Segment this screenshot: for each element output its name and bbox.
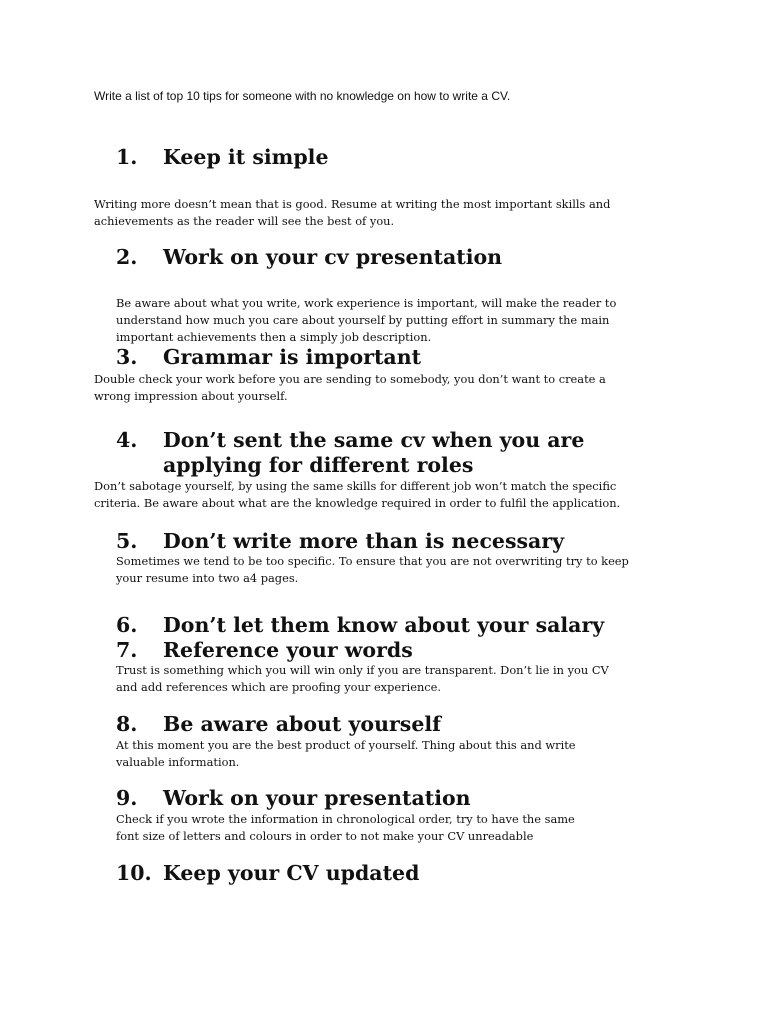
tip-1-body xyxy=(94,196,610,230)
tip-body-line: Writing more doesn’t mean that is good. Resume at writing the most important skills and xyxy=(94,197,611,211)
tip-number: 2. xyxy=(116,245,138,269)
tip-title: Keep your CV updated xyxy=(163,861,420,885)
tip-body-line: your resume into two a4 pages. xyxy=(116,570,299,585)
tip-body-line: Sometimes we tend to be too specific. To ensure that you are not overwriting try to keep xyxy=(116,554,629,568)
tip-5-body xyxy=(116,553,629,587)
tip-body-line: achievements as the reader will see the best of you. xyxy=(94,213,395,228)
tip-2-body xyxy=(116,295,616,345)
intro-prompt: Write a list of top 10 tips for someone with no knowledge on how to write a CV. xyxy=(94,89,511,103)
tip-title-line: applying for different roles xyxy=(163,453,474,477)
tip-title: Don’t let them know about your salary xyxy=(163,613,605,637)
tip-body-line: Double check your work before you are sending to somebody, you don’t want to create a xyxy=(94,372,606,386)
tip-body-line: Check if you wrote the information in chronological order, try to have the same xyxy=(116,812,575,826)
tip-title: Work on your presentation xyxy=(163,786,471,810)
tip-title: Grammar is important xyxy=(163,345,422,369)
tip-body-line: font size of letters and colours in order to not make your CV unreadable xyxy=(116,828,534,843)
tip-4-body xyxy=(94,478,620,512)
tip-number: 7. xyxy=(116,638,138,662)
tip-body-line: valuable information. xyxy=(116,754,240,769)
tip-number: 10. xyxy=(116,861,152,885)
tip-body-line: important achievements then a simply job description. xyxy=(116,329,432,344)
tip-number: 8. xyxy=(116,712,138,736)
tip-7-body xyxy=(116,662,609,696)
tip-number: 3. xyxy=(116,345,138,369)
tip-body-line: and add references which are proofing your experience. xyxy=(116,679,442,694)
tip-body-line: criteria. Be aware about what are the knowledge required in order to fulfil the application. xyxy=(94,495,621,510)
tip-number: 6. xyxy=(116,613,138,637)
tip-9-body xyxy=(116,811,575,845)
tip-body-line: Trust is something which you will win only if you are transparent. Don’t lie in you CV xyxy=(116,663,609,677)
tip-number: 1. xyxy=(116,145,138,169)
tip-title: Work on your cv presentation xyxy=(163,245,503,269)
tip-number: 5. xyxy=(116,529,138,553)
tip-3-body xyxy=(94,371,606,405)
tip-title: Be aware about yourself xyxy=(163,712,441,736)
tip-body-line: At this moment you are the best product of yourself. Thing about this and write xyxy=(116,738,576,752)
tip-body-line: wrong impression about yourself. xyxy=(94,388,288,403)
tip-title: Keep it simple xyxy=(163,145,329,169)
tip-number: 9. xyxy=(116,786,138,810)
tip-8-body xyxy=(116,737,576,771)
tip-body-line: Don’t sabotage yourself, by using the same skills for different job won’t match the specific xyxy=(94,479,617,493)
tip-title: Don’t write more than is necessary xyxy=(163,529,565,553)
tip-number: 4. xyxy=(116,428,138,452)
tip-body-line: understand how much you care about yourself by putting effort in summary the main xyxy=(116,312,610,327)
tip-title: Reference your words xyxy=(163,638,413,662)
tip-title-line: Don’t sent the same cv when you are xyxy=(163,428,585,452)
tip-body-line: Be aware about what you write, work experience is important, will make the reader to xyxy=(116,296,617,310)
